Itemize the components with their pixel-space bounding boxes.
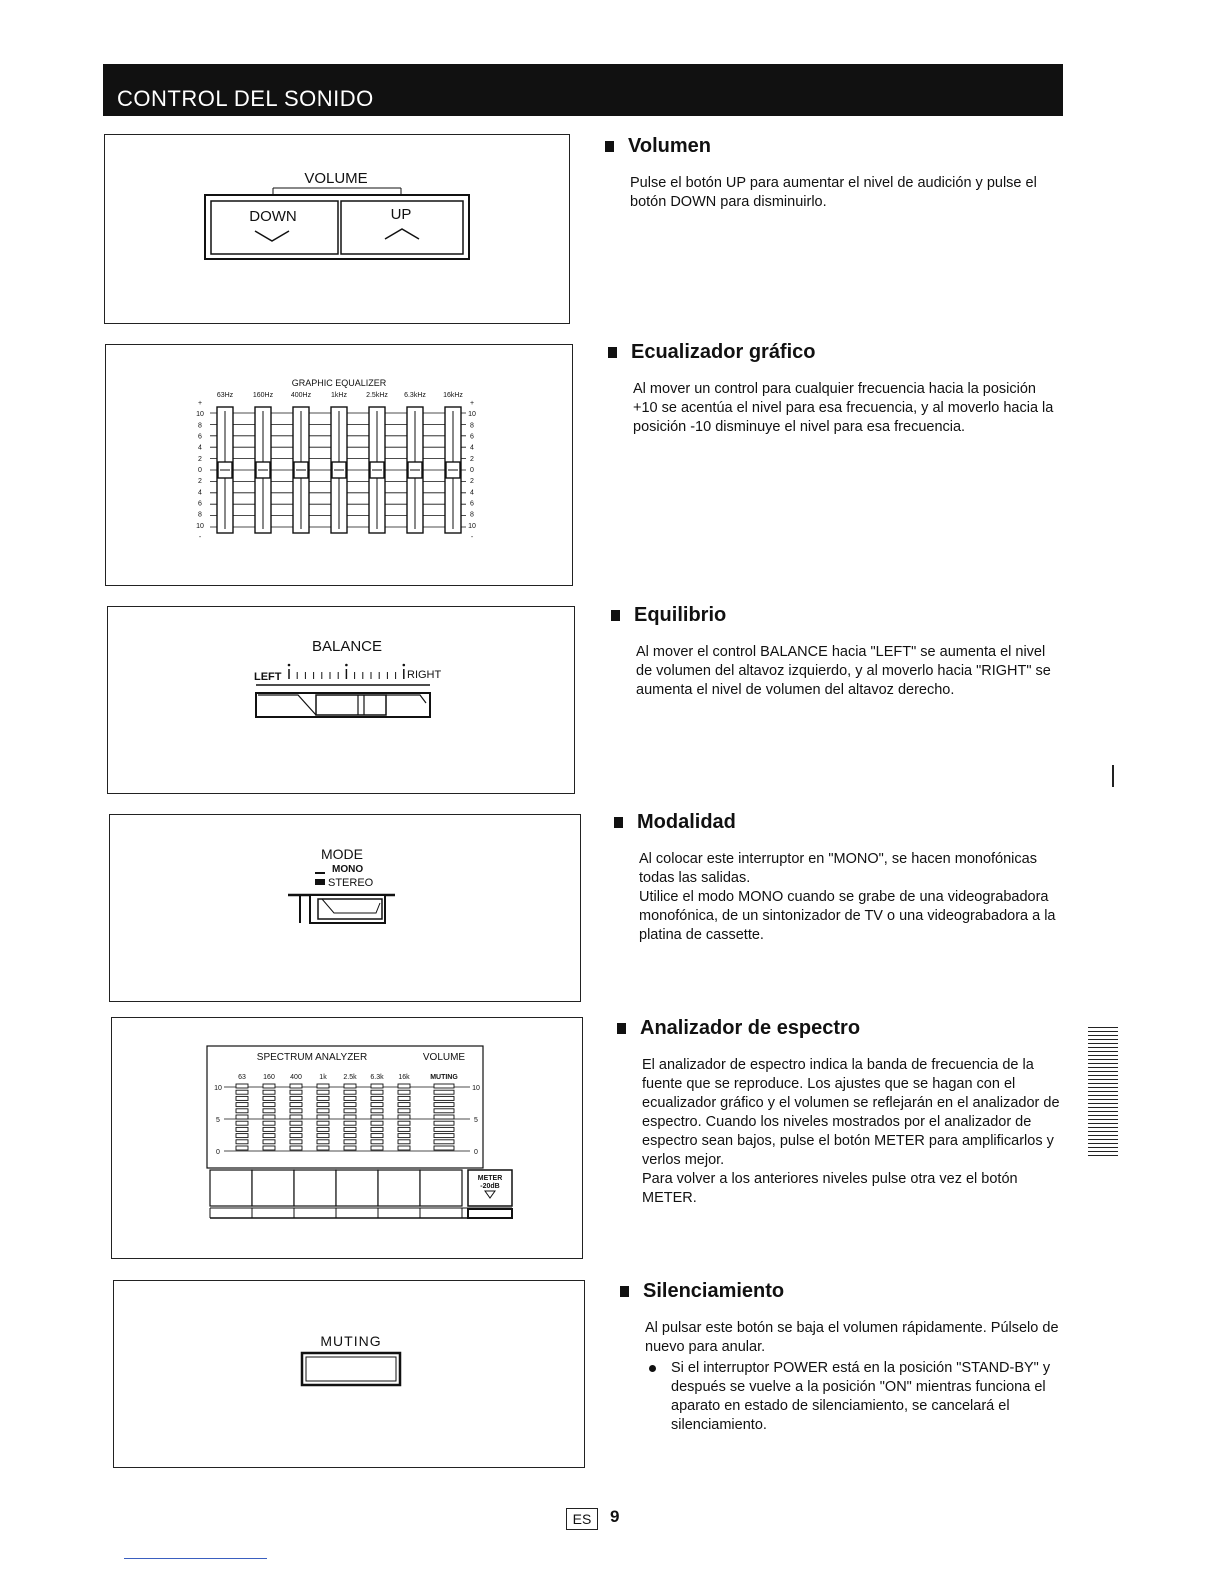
spectrum-bar-segment xyxy=(398,1115,410,1119)
eq-scale-tick: + xyxy=(197,400,203,407)
spectrum-bar-segment xyxy=(290,1109,302,1113)
spectrum-bar-segment xyxy=(236,1096,248,1100)
eq-scale-tick: 0 xyxy=(198,467,202,474)
spectrum-bar-segment xyxy=(371,1146,383,1150)
eq-scale-tick: 8 xyxy=(198,422,202,430)
spectrum-bar-segment xyxy=(371,1134,383,1138)
eq-scale-tick: 6 xyxy=(198,500,202,508)
spectrum-bar-segment xyxy=(434,1140,454,1144)
muting-figure xyxy=(113,1280,585,1468)
eq-scale-tick: 10 xyxy=(468,522,476,530)
section-title: Ecualizador gráfico xyxy=(631,341,816,363)
eq-scale-tick: 8 xyxy=(470,422,474,430)
balance-label: BALANCE xyxy=(311,638,383,655)
spectrum-bar-segment xyxy=(371,1109,383,1113)
spectrum-bar-segment xyxy=(434,1096,454,1100)
muting-diagram xyxy=(114,1281,584,1467)
section-title: Volumen xyxy=(628,135,711,157)
eq-band-label: 63Hz xyxy=(216,392,234,399)
spectrum-bar-segment xyxy=(398,1096,410,1100)
spectrum-bar-segment xyxy=(434,1109,454,1113)
spectrum-bar-segment xyxy=(263,1146,275,1150)
spectrum-bar-segment xyxy=(236,1090,248,1094)
spectrum-bar-segment xyxy=(344,1121,356,1125)
mode-label: MODE xyxy=(321,846,363,862)
section-modalidad xyxy=(614,811,1064,945)
spectrum-bar-segment xyxy=(398,1103,410,1107)
balance-tick-dot xyxy=(345,664,348,667)
volume-figure xyxy=(104,134,570,324)
spectrum-level-label: 5 xyxy=(474,1117,478,1124)
spectrum-bar-segment xyxy=(398,1090,410,1094)
equalizer-label: GRAPHIC EQUALIZER xyxy=(291,378,387,388)
section-volumen xyxy=(605,135,1055,212)
spectrum-level-label: 0 xyxy=(474,1149,478,1156)
mode-diagram xyxy=(110,815,580,1001)
spectrum-bar-segment xyxy=(434,1090,454,1094)
spectrum-level-label: 10 xyxy=(214,1085,222,1092)
spectrum-figure xyxy=(111,1017,583,1259)
eq-scale-tick: - xyxy=(198,534,202,541)
spectrum-bar-segment xyxy=(290,1115,302,1119)
spectrum-level-label: 5 xyxy=(216,1117,220,1124)
spectrum-bar-segment xyxy=(371,1127,383,1131)
spectrum-bar-segment xyxy=(398,1127,410,1131)
spectrum-bar-segment xyxy=(263,1121,275,1125)
balance-tick-dot xyxy=(288,664,291,667)
bullet-square xyxy=(617,1023,626,1034)
eq-scale-tick: 4 xyxy=(198,444,202,452)
spectrum-bar-segment xyxy=(317,1096,329,1100)
volume-diagram xyxy=(105,135,569,323)
spectrum-bar-segment xyxy=(434,1121,454,1125)
spectrum-bar-segment xyxy=(344,1146,356,1150)
eq-scale-tick: 0 xyxy=(470,467,474,474)
spectrum-bar-segment xyxy=(263,1096,275,1100)
spectrum-bar-segment xyxy=(317,1084,329,1088)
spectrum-bar-segment xyxy=(344,1115,356,1119)
spectrum-bar-segment xyxy=(263,1090,275,1094)
note-text: Si el interruptor POWER está en la posición "STAND-BY" y después se vuelve a la posición "ON" mientras funciona el aparato en estado de silenciamiento, se cancelará el silenciamiento. xyxy=(671,1360,1051,1433)
spectrum-bar-segment xyxy=(371,1140,383,1144)
eq-scale-tick: 6 xyxy=(470,433,474,441)
spectrum-bar-segment xyxy=(344,1103,356,1107)
spectrum-bar-segment xyxy=(263,1103,275,1107)
mode-stereo-label: STEREO xyxy=(328,877,374,889)
spectrum-bar-segment xyxy=(434,1103,454,1107)
spectrum-panel-button[interactable] xyxy=(336,1170,378,1206)
bullet-dot xyxy=(649,1365,656,1372)
spectrum-band-label: 1k xyxy=(319,1074,327,1081)
section-title: Equilibrio xyxy=(634,604,727,626)
eq-band-label: 400Hz xyxy=(290,392,312,399)
spectrum-bar-segment xyxy=(371,1115,383,1119)
spectrum-panel-button[interactable] xyxy=(420,1170,462,1206)
eq-band-label: 16kHz xyxy=(443,392,463,399)
section-silenciamiento xyxy=(620,1280,1070,1435)
section-header-bar xyxy=(103,64,1063,116)
section-title: Analizador de espectro xyxy=(640,1017,861,1039)
bullet-square xyxy=(620,1286,629,1297)
eq-scale-tick: 10 xyxy=(196,411,204,419)
meter-label: METER xyxy=(477,1175,503,1182)
spectrum-bar-segment xyxy=(371,1090,383,1094)
section-body: Al pulsar este botón se baja el volumen rápidamente. Púlselo de nuevo para anular. xyxy=(645,1320,1059,1355)
spectrum-bar-segment xyxy=(263,1140,275,1144)
section-body: Al mover un control para cualquier frecuencia hacia la posición +10 se acentúa el nivel para esa frecuencia, y al moverlo hacia la posición -10 disminuye el nivel para esa frecuencia. xyxy=(633,381,1054,435)
spectrum-bar-segment xyxy=(290,1084,302,1088)
section-body: Al colocar este interruptor en "MONO", se hacen monofónicas todas las salidas. xyxy=(639,851,1037,886)
spectrum-bar-segment xyxy=(434,1084,454,1088)
spectrum-band-label: 16k xyxy=(398,1074,410,1081)
spectrum-bar-segment xyxy=(236,1127,248,1131)
equalizer-figure xyxy=(105,344,573,586)
spectrum-bar-segment xyxy=(398,1134,410,1138)
volume-up-label: UP xyxy=(390,206,412,223)
spectrum-bar-segment xyxy=(290,1134,302,1138)
balance-tick-dot xyxy=(403,664,406,667)
spectrum-bar-segment xyxy=(263,1109,275,1113)
eq-scale-tick: 2 xyxy=(198,478,202,486)
meter-base xyxy=(468,1209,512,1218)
muting-label: MUTING xyxy=(320,1333,382,1349)
balance-figure xyxy=(107,606,575,794)
spectrum-label: SPECTRUM ANALYZER xyxy=(256,1052,368,1063)
spectrum-diagram xyxy=(112,1018,582,1258)
spectrum-bar-segment xyxy=(398,1084,410,1088)
bullet-square xyxy=(614,817,623,828)
eq-scale-tick: + xyxy=(469,400,475,407)
eq-scale-tick: 2 xyxy=(198,455,202,463)
spectrum-bar-segment xyxy=(263,1127,275,1131)
spectrum-bar-segment xyxy=(344,1084,356,1088)
mode-mono-label: MONO xyxy=(332,864,364,875)
spectrum-bar-segment xyxy=(344,1096,356,1100)
spectrum-bar-segment xyxy=(371,1084,383,1088)
spectrum-bar-segment xyxy=(344,1127,356,1131)
volume-down-label: DOWN xyxy=(249,208,297,225)
section-body: Al mover el control BALANCE hacia "LEFT" se aumenta el nivel de volumen del altavoz izquierdo, y al moverlo hacia "RIGHT" se aumenta el nivel de volumen del altavoz derecho. xyxy=(636,644,1051,698)
spectrum-panel-button[interactable] xyxy=(294,1170,336,1206)
bullet-square xyxy=(608,347,617,358)
eq-scale-tick: 2 xyxy=(470,455,474,463)
spectrum-bar-segment xyxy=(290,1127,302,1131)
spectrum-bar-segment xyxy=(317,1134,329,1138)
eq-scale-tick: 8 xyxy=(198,511,202,519)
eq-scale-tick: 2 xyxy=(470,478,474,486)
spectrum-bar-segment xyxy=(371,1096,383,1100)
section-body-2: Para volver a los anteriores niveles pulse otra vez el botón METER. xyxy=(642,1171,1018,1206)
spectrum-bar-segment xyxy=(344,1140,356,1144)
section-equilibrio xyxy=(611,604,1061,700)
balance-slider-knob[interactable] xyxy=(316,695,386,715)
spectrum-bar-segment xyxy=(290,1146,302,1150)
spectrum-band-label: 63 xyxy=(238,1074,246,1081)
mode-switch-knob[interactable] xyxy=(318,899,382,919)
spectrum-bar-segment xyxy=(434,1134,454,1138)
spectrum-bar-segment xyxy=(317,1109,329,1113)
spectrum-bar-segment xyxy=(236,1084,248,1088)
balance-diagram xyxy=(108,607,574,793)
section-title: Modalidad xyxy=(637,811,736,833)
eq-scale-tick: 6 xyxy=(198,433,202,441)
spectrum-volume-label: VOLUME xyxy=(422,1052,466,1063)
eq-band-label: 1kHz xyxy=(331,392,347,399)
spectrum-panel-button[interactable] xyxy=(378,1170,420,1206)
note-list xyxy=(645,1359,1070,1435)
eq-scale-tick: 10 xyxy=(196,522,204,530)
spectrum-band-label: 2.5k xyxy=(343,1074,357,1081)
spectrum-bar-segment xyxy=(290,1140,302,1144)
language-badge: ES xyxy=(566,1508,598,1530)
eq-scale-tick: 8 xyxy=(470,511,474,519)
spectrum-level-label: 0 xyxy=(216,1149,220,1156)
eq-scale-tick: 6 xyxy=(470,500,474,508)
eq-band-label: 6.3kHz xyxy=(404,392,426,399)
section-ecualizador xyxy=(608,341,1058,437)
page-number: 9 xyxy=(610,1507,620,1526)
spectrum-bar-segment xyxy=(317,1103,329,1107)
spectrum-bar-segment xyxy=(398,1140,410,1144)
spectrum-bar-segment xyxy=(317,1146,329,1150)
spectrum-bar-segment xyxy=(434,1115,454,1119)
section-body: El analizador de espectro indica la banda de frecuencia de la fuente que se reproduce. Los ajustes que se hagan con el ecualizador gráfico y el volumen se reflejarán en el analizador de espectro. Cuando los niveles mostrados por el analizador de espectro sean bajos, pulse el botón METER para amplificarlos y verlos mejor. xyxy=(642,1057,1060,1168)
eq-scale-tick: 4 xyxy=(470,444,474,452)
equalizer-diagram xyxy=(106,345,572,585)
spectrum-bar-segment xyxy=(344,1090,356,1094)
spectrum-bar-segment xyxy=(290,1096,302,1100)
spectrum-bar-segment xyxy=(317,1115,329,1119)
spectrum-bar-segment xyxy=(398,1109,410,1113)
spectrum-bar-segment xyxy=(236,1140,248,1144)
spectrum-bar-segment xyxy=(236,1146,248,1150)
spectrum-panel-button[interactable] xyxy=(252,1170,294,1206)
spectrum-bar-segment xyxy=(290,1121,302,1125)
spectrum-bar-segment xyxy=(344,1109,356,1113)
section-body: Pulse el botón UP para aumentar el nivel de audición y pulse el botón DOWN para disminuirlo. xyxy=(630,175,1037,210)
spectrum-bar-segment xyxy=(317,1121,329,1125)
section-body-2: Utilice el modo MONO cuando se grabe de una videograbadora monofónica, de un sintonizador de TV o una videograbadora a la platina de cassette. xyxy=(639,889,1056,943)
note-item xyxy=(671,1359,1070,1435)
spectrum-bar-segment xyxy=(317,1140,329,1144)
eq-band-label: 160Hz xyxy=(252,392,274,399)
eq-scale-tick: 4 xyxy=(198,489,202,497)
spectrum-bar-segment xyxy=(371,1103,383,1107)
spectrum-bar-segment xyxy=(317,1090,329,1094)
balance-left-label: LEFT xyxy=(254,671,282,683)
spectrum-band-label: 6.3k xyxy=(370,1074,384,1081)
spectrum-bar-segment xyxy=(371,1121,383,1125)
page-title: CONTROL DEL SONIDO xyxy=(117,86,374,111)
spectrum-bar-segment xyxy=(236,1134,248,1138)
margin-tick xyxy=(1112,765,1114,787)
spectrum-bar-segment xyxy=(263,1134,275,1138)
spectrum-muting-label: MUTING xyxy=(430,1074,458,1081)
volume-label: VOLUME xyxy=(304,170,368,187)
spectrum-bar-segment xyxy=(236,1121,248,1125)
footer-rule xyxy=(124,1558,267,1559)
eq-scale-tick: 4 xyxy=(470,489,474,497)
spectrum-level-label: 10 xyxy=(472,1085,480,1092)
balance-right-label: RIGHT xyxy=(407,669,442,681)
spectrum-bar-segment xyxy=(398,1146,410,1150)
bullet-square xyxy=(611,610,620,621)
spectrum-bar-segment xyxy=(290,1090,302,1094)
spectrum-bar-segment xyxy=(263,1084,275,1088)
spectrum-bar-segment xyxy=(434,1127,454,1131)
spectrum-bar-segment xyxy=(236,1103,248,1107)
spectrum-bar-segment xyxy=(236,1115,248,1119)
eq-scale-tick: - xyxy=(470,534,474,541)
bullet-square xyxy=(605,141,614,152)
spectrum-band-label: 400 xyxy=(290,1074,302,1081)
mode-figure xyxy=(109,814,581,1002)
spectrum-bar-segment xyxy=(236,1109,248,1113)
spectrum-bar-segment xyxy=(317,1127,329,1131)
meter-db-label: -20dB xyxy=(480,1183,500,1190)
margin-index-marks xyxy=(1088,1027,1118,1157)
eq-scale-tick: 10 xyxy=(468,411,476,419)
spectrum-bar-segment xyxy=(263,1115,275,1119)
spectrum-bar-segment xyxy=(344,1134,356,1138)
spectrum-band-label: 160 xyxy=(263,1074,275,1081)
spectrum-bar-segment xyxy=(290,1103,302,1107)
section-title: Silenciamiento xyxy=(643,1280,785,1302)
spectrum-bar-segment xyxy=(398,1121,410,1125)
spectrum-panel-button[interactable] xyxy=(210,1170,252,1206)
spectrum-bar-segment xyxy=(434,1146,454,1150)
eq-band-label: 2.5kHz xyxy=(366,392,388,399)
section-analizador xyxy=(617,1017,1067,1208)
